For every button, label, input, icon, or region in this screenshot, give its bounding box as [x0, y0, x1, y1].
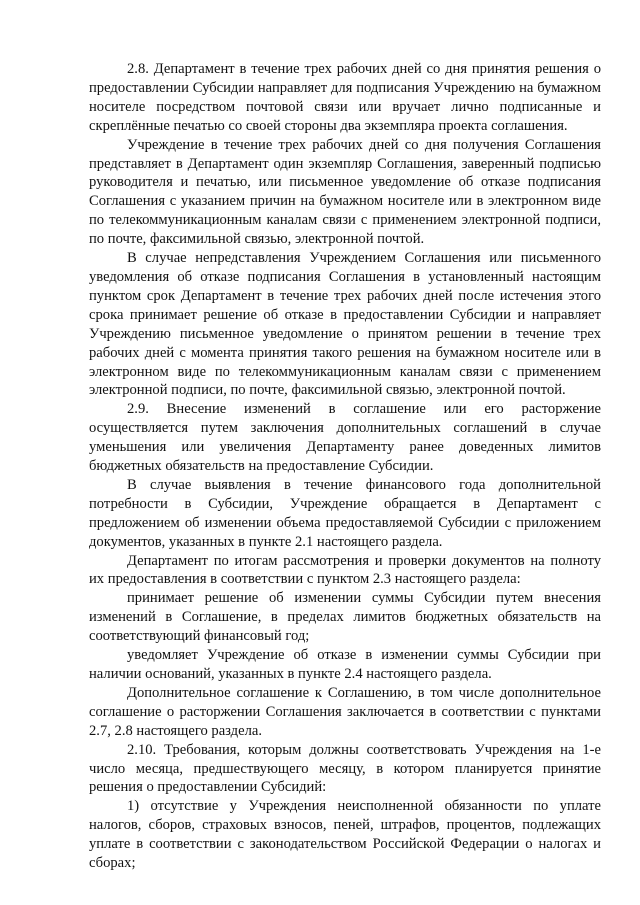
paragraph-additional-need: В случае выявления в течение финансового года дополнительной потребности в Субсидии, Учреждение обращается в Департамент с предложением об изменении объема предоставляемой Субсидии с приложением документов, указанных в пункте 2.1 настоящего раздела.	[89, 476, 601, 550]
paragraph-2-10: 2.10. Требования, которым должны соответствовать Учреждения на 1-е число месяца, предшествующего месяцу, в котором планируется принятие решения о предоставлении Субсидий:	[89, 741, 601, 796]
paragraph-2-9: 2.9. Внесение изменений в соглашение или его расторжение осуществляется путем заключения дополнительных соглашений в случае уменьшения или увеличения Департаменту ранее доведенных лимитов бюджетных обязательств на предоставление Субсидии.	[89, 401, 601, 475]
paragraph-requirement-1: 1) отсутствие у Учреждения неисполненной обязанности по уплате налогов, сборов, страховых взносов, пеней, штрафов, процентов, подлежащих уплате в соответствии с законодательством Российской Федерации о налогах и сборах;	[89, 798, 601, 872]
paragraph-agreement-submission: Учреждение в течение трех рабочих дней со дня получения Соглашения представляет в Департамент один экземпляр Соглашения, заверенный подписью руководителя и печатью, или письменное уведомление об отказе подписания Соглашения с указанием причин на бумажном носителе или в электронном виде по телекоммуникационным каналам связи с применением электронной подписи, по почте, факсимильной связью, электронной почтой.	[89, 136, 601, 248]
document-body	[89, 60, 601, 873]
paragraph-non-submission: В случае непредставления Учреждением Соглашения или письменного уведомления об отказе подписания Соглашения в установленный настоящим пунктом срок Департамент в течение трех рабочих дней после истечения этого срока принимает решение об отказе в предоставлении Субсидии и направляет Учреждению письменное уведомление о принятом решении в течение трех рабочих дней с момента принятия такого решения на бумажном носителе или в электронном виде по телекоммуникационным каналам связи с применением электронной подписи, по почте, факсимильной связью, электронной почтой.	[89, 250, 601, 399]
paragraph-department-review: Департамент по итогам рассмотрения и проверки документов на полноту их предоставления в соответствии с пунктом 2.3 настоящего раздела:	[89, 552, 601, 588]
paragraph-additional-agreement: Дополнительное соглашение к Соглашению, в том числе дополнительное соглашение о расторжении Соглашения заключается в соответствии с пунктами 2.7, 2.8 настоящего раздела.	[89, 684, 601, 739]
paragraph-2-8: 2.8. Департамент в течение трех рабочих дней со дня принятия решения о предоставлении Субсидии направляет для подписания Учреждению на бумажном носителе посредством почтовой связи или вручает лично подписанные и скреплённые печатью со своей стороны два экземпляра проекта соглашения.	[89, 61, 601, 134]
paragraph-notify-refusal: уведомляет Учреждение об отказе в изменении суммы Субсидии при наличии оснований, указанных в пункте 2.4 настоящего раздела.	[89, 647, 601, 682]
paragraph-decision-change: принимает решение об изменении суммы Субсидии путем внесения изменений в Соглашение, в пределах лимитов бюджетных обязательств на соответствующий финансовый год;	[89, 590, 601, 645]
